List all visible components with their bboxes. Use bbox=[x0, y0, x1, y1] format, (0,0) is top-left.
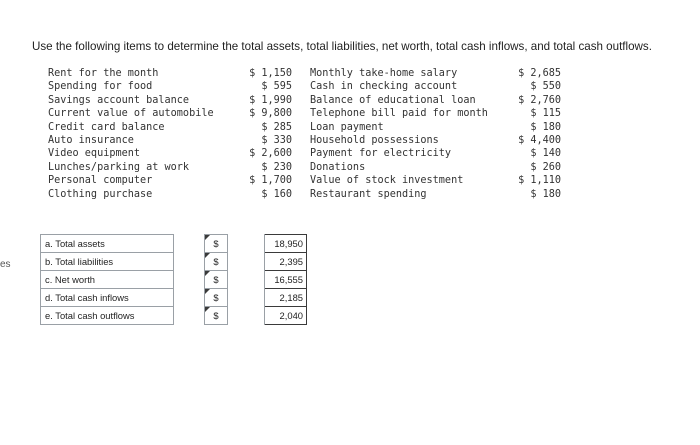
item-value: $ 1,700 bbox=[249, 175, 292, 187]
answer-input-net-worth[interactable]: 16,555 bbox=[265, 271, 307, 289]
answer-label: d. Total cash inflows bbox=[41, 289, 174, 307]
item-label: Personal computer bbox=[48, 175, 153, 187]
left-items-labels bbox=[48, 67, 214, 201]
item-label: Auto insurance bbox=[48, 134, 134, 146]
answer-label: a. Total assets bbox=[41, 235, 174, 253]
answer-input-total-assets[interactable]: 18,950 bbox=[265, 235, 307, 253]
item-value: $ 2,600 bbox=[249, 148, 292, 160]
item-value: $ 2,760 bbox=[518, 94, 561, 106]
answer-input-total-cash-inflows[interactable]: 2,185 bbox=[265, 289, 307, 307]
item-label: Clothing purchase bbox=[48, 188, 153, 200]
item-value: $ 285 bbox=[261, 121, 292, 133]
right-items-labels bbox=[310, 67, 488, 201]
item-label: Current value of automobile bbox=[48, 108, 214, 120]
instruction-text: Use the following items to determine the total assets, total liabilities, net worth, total cash inflows, and total cash outflows. bbox=[32, 40, 652, 53]
item-label: Value of stock investment bbox=[310, 175, 464, 187]
item-label: Spending for food bbox=[48, 81, 153, 93]
item-value: $ 115 bbox=[530, 108, 561, 120]
item-label: Restaurant spending bbox=[310, 188, 427, 200]
item-value: $ 180 bbox=[530, 121, 561, 133]
item-label: Donations bbox=[310, 161, 366, 173]
item-label: Payment for electricity bbox=[310, 148, 452, 160]
item-label: Telephone bill paid for month bbox=[310, 108, 488, 120]
item-value: $ 260 bbox=[530, 161, 561, 173]
answer-input-total-cash-outflows[interactable]: 2,040 bbox=[265, 307, 307, 325]
answer-label: c. Net worth bbox=[41, 271, 174, 289]
item-value: $ 2,685 bbox=[518, 68, 561, 79]
item-value: $ 1,110 bbox=[518, 175, 561, 187]
item-label: Video equipment bbox=[48, 148, 141, 160]
right-items-values bbox=[505, 67, 561, 201]
item-label: Lunches/parking at work bbox=[48, 161, 190, 173]
item-label: Savings account balance bbox=[48, 94, 190, 106]
item-value: $ 180 bbox=[530, 188, 561, 200]
currency-sign: $ bbox=[205, 235, 228, 253]
item-value: $ 1,150 bbox=[249, 68, 292, 79]
item-label: Rent for the month bbox=[48, 68, 159, 79]
item-value: $ 230 bbox=[261, 161, 292, 173]
item-value: $ 4,400 bbox=[518, 134, 561, 146]
item-label: Credit card balance bbox=[48, 121, 165, 133]
answer-table bbox=[40, 234, 307, 325]
answer-label: b. Total liabilities bbox=[41, 253, 174, 271]
item-value: $ 160 bbox=[261, 188, 292, 200]
answer-label: e. Total cash outflows bbox=[41, 307, 174, 325]
currency-sign: $ bbox=[205, 289, 228, 307]
item-label: Cash in checking account bbox=[310, 81, 458, 93]
item-value: $ 9,800 bbox=[249, 108, 292, 120]
answer-row bbox=[41, 271, 307, 289]
currency-sign: $ bbox=[205, 271, 228, 289]
answer-row bbox=[41, 253, 307, 271]
item-value: $ 330 bbox=[261, 134, 292, 146]
item-label: Balance of educational loan bbox=[310, 94, 476, 106]
answer-row bbox=[41, 235, 307, 253]
currency-sign: $ bbox=[205, 307, 228, 325]
item-value: $ 550 bbox=[530, 81, 561, 93]
item-label: Monthly take-home salary bbox=[310, 68, 458, 79]
item-label: Household possessions bbox=[310, 134, 439, 146]
item-value: $ 595 bbox=[261, 81, 292, 93]
left-items-values bbox=[240, 67, 292, 201]
currency-sign: $ bbox=[205, 253, 228, 271]
item-value: $ 1,990 bbox=[249, 94, 292, 106]
answer-input-total-liabilities[interactable]: 2,395 bbox=[265, 253, 307, 271]
margin-text-fragment: es bbox=[0, 259, 11, 270]
item-label: Loan payment bbox=[310, 121, 384, 133]
answer-row bbox=[41, 289, 307, 307]
item-value: $ 140 bbox=[530, 148, 561, 160]
answer-row bbox=[41, 307, 307, 325]
